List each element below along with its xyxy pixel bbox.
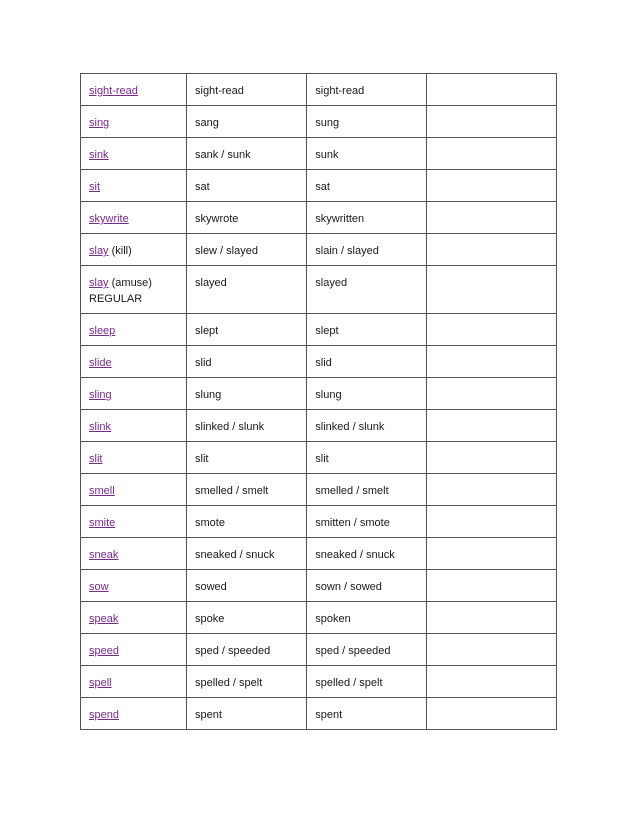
past-participle-text: smitten / smote [315,517,390,529]
table-row [81,266,557,314]
empty-cell [426,234,556,266]
base-form-cell [81,106,187,138]
past-participle-cell [307,666,426,698]
base-form-link[interactable]: speak [89,613,119,625]
empty-cell [426,570,556,602]
past-participle-cell [307,538,426,570]
past-participle-cell [307,634,426,666]
past-participle-cell [307,442,426,474]
past-participle-text: spelled / spelt [315,677,383,689]
past-simple-cell [187,698,307,730]
table-row [81,346,557,378]
past-participle-cell [307,138,426,170]
base-form-link[interactable]: spell [89,677,112,689]
empty-cell [426,378,556,410]
empty-cell [426,442,556,474]
table-row [81,538,557,570]
base-form-link[interactable]: spend [89,709,119,721]
base-form-cell [81,570,187,602]
past-participle-text: slayed [315,277,348,289]
past-participle-cell [307,202,426,234]
base-form-cell [81,314,187,346]
past-simple-text: sowed [195,581,227,593]
past-simple-cell [187,170,307,202]
base-form-cell [81,378,187,410]
table-row [81,138,557,170]
empty-cell [426,202,556,234]
past-simple-text: sat [195,181,210,193]
empty-cell [426,666,556,698]
empty-cell [426,698,556,730]
base-form-cell [81,506,187,538]
past-simple-text: sang [195,117,219,129]
past-simple-text: slung [195,389,222,401]
base-form-link[interactable]: slay [89,245,109,257]
past-simple-cell [187,138,307,170]
table-row [81,666,557,698]
past-participle-text: slain / slayed [315,245,379,257]
empty-cell [426,474,556,506]
past-simple-cell [187,474,307,506]
past-participle-text: skywritten [315,213,365,225]
table-row [81,74,557,106]
past-simple-cell [187,378,307,410]
past-simple-text: spelled / spelt [195,677,263,689]
past-participle-text: spent [315,709,343,721]
past-participle-cell [307,266,426,314]
past-participle-text: sped / speeded [315,645,391,657]
past-simple-cell [187,634,307,666]
past-participle-cell [307,506,426,538]
base-form-cell [81,634,187,666]
base-form-cell [81,202,187,234]
table-row [81,634,557,666]
table-row [81,314,557,346]
table-row [81,378,557,410]
empty-cell [426,266,556,314]
base-form-note-line2: REGULAR [89,293,143,305]
past-participle-text: slit [315,453,329,465]
empty-cell [426,602,556,634]
base-form-link[interactable]: sing [89,117,110,129]
base-form-link[interactable]: slay [89,277,109,289]
past-simple-cell [187,346,307,378]
past-participle-text: slinked / slunk [315,421,385,433]
base-form-cell [81,138,187,170]
past-participle-cell [307,602,426,634]
past-participle-cell [307,378,426,410]
past-simple-cell [187,314,307,346]
past-simple-text: slinked / slunk [195,421,265,433]
empty-cell [426,138,556,170]
base-form-link[interactable]: skywrite [89,213,129,225]
past-participle-text: smelled / smelt [315,485,389,497]
base-form-link[interactable]: smite [89,517,116,529]
base-form-note: (kill) [108,245,132,257]
empty-cell [426,346,556,378]
base-form-cell [81,346,187,378]
past-participle-text: slid [315,357,332,369]
past-participle-text: sunk [315,149,339,161]
past-participle-cell [307,698,426,730]
base-form-link[interactable]: sink [89,149,109,161]
empty-cell [426,538,556,570]
past-simple-cell [187,410,307,442]
past-simple-cell [187,74,307,106]
past-simple-text: slid [195,357,212,369]
base-form-note: (amuse) [108,277,152,289]
base-form-link[interactable]: sleep [89,325,116,337]
past-simple-text: sight-read [195,85,244,97]
past-participle-text: spoken [315,613,351,625]
past-participle-cell [307,410,426,442]
past-simple-text: spent [195,709,222,721]
past-simple-text: sneaked / snuck [195,549,275,561]
base-form-cell [81,410,187,442]
table-row [81,570,557,602]
past-participle-cell [307,74,426,106]
base-form-link[interactable]: sight-read [89,85,138,97]
past-simple-text: skywrote [195,213,239,225]
past-participle-text: slung [315,389,342,401]
past-simple-text: sank / sunk [195,149,251,161]
past-participle-text: slept [315,325,339,337]
base-form-cell [81,266,187,314]
table-row [81,474,557,506]
empty-cell [426,410,556,442]
past-simple-cell [187,234,307,266]
base-form-link[interactable]: slit [89,453,103,465]
base-form-link[interactable]: sit [89,181,100,193]
past-participle-cell [307,106,426,138]
past-simple-cell [187,506,307,538]
base-form-link[interactable]: slide [89,357,112,369]
past-simple-cell [187,602,307,634]
past-participle-cell [307,570,426,602]
past-participle-cell [307,234,426,266]
base-form-link[interactable]: slink [89,421,112,433]
base-form-cell [81,602,187,634]
base-form-link[interactable]: smell [89,485,115,497]
verbs-table-body [81,74,557,730]
past-simple-text: spoke [195,613,225,625]
table-row [81,442,557,474]
table-row [81,106,557,138]
empty-cell [426,634,556,666]
past-simple-text: slit [195,453,209,465]
past-simple-text: slew / slayed [195,245,258,257]
base-form-cell [81,474,187,506]
past-participle-text: sat [315,181,330,193]
past-simple-text: slayed [195,277,227,289]
table-row [81,234,557,266]
base-form-cell [81,170,187,202]
base-form-cell [81,698,187,730]
past-simple-cell [187,666,307,698]
irregular-verbs-table [80,73,557,730]
past-participle-cell [307,170,426,202]
past-participle-text: sneaked / snuck [315,549,395,561]
base-form-link[interactable]: sneak [89,549,119,561]
past-participle-text: sight-read [315,85,365,97]
base-form-cell [81,234,187,266]
past-simple-cell [187,202,307,234]
empty-cell [426,74,556,106]
past-simple-cell [187,266,307,314]
base-form-link[interactable]: sling [89,389,112,401]
past-simple-cell [187,538,307,570]
past-simple-cell [187,106,307,138]
base-form-cell [81,74,187,106]
base-form-link[interactable]: speed [89,645,119,657]
table-row [81,170,557,202]
empty-cell [426,314,556,346]
past-simple-text: slept [195,325,219,337]
past-participle-text: sung [315,117,340,129]
past-simple-text: smelled / smelt [195,485,269,497]
table-row [81,202,557,234]
empty-cell [426,170,556,202]
past-participle-cell [307,474,426,506]
table-row [81,506,557,538]
past-simple-text: sped / speeded [195,645,271,657]
table-row [81,602,557,634]
past-participle-text: sown / sowed [315,581,382,593]
past-simple-cell [187,442,307,474]
past-simple-text: smote [195,517,225,529]
base-form-cell [81,538,187,570]
past-simple-cell [187,570,307,602]
past-participle-cell [307,346,426,378]
table-row [81,410,557,442]
past-participle-cell [307,314,426,346]
base-form-link[interactable]: sow [89,581,109,593]
empty-cell [426,506,556,538]
table-row [81,698,557,730]
empty-cell [426,106,556,138]
base-form-cell [81,442,187,474]
base-form-cell [81,666,187,698]
